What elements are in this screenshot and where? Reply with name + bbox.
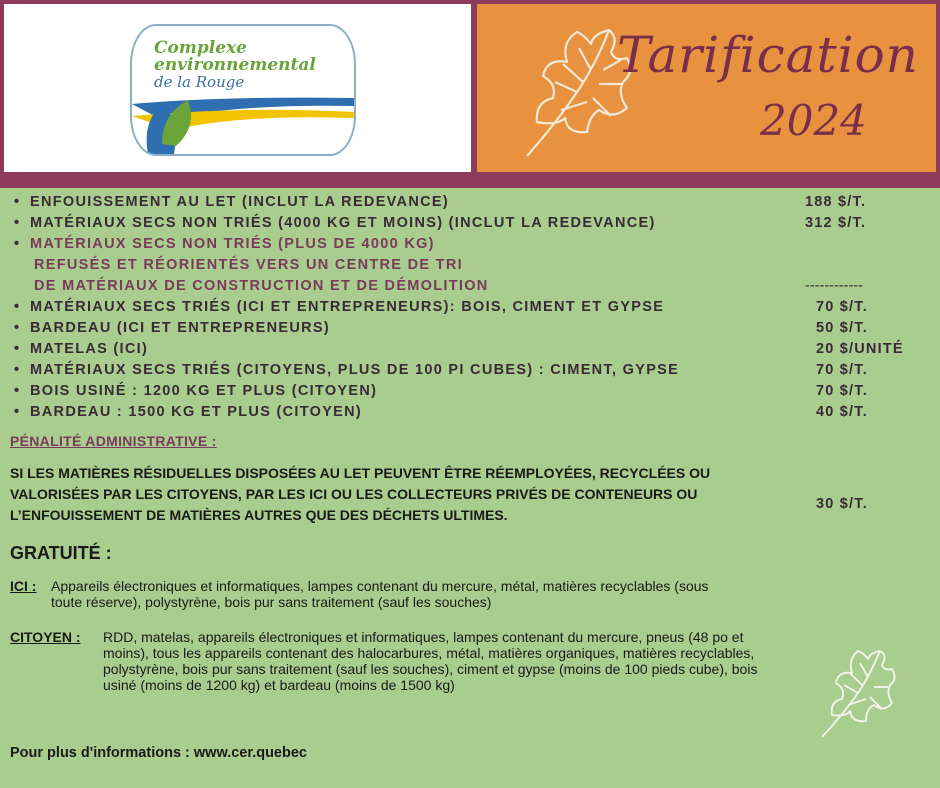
item-continuation-1: REFUSÉS ET RÉORIENTÉS VERS UN CENTRE DE TRI xyxy=(34,257,463,273)
item-label: MATELAS (ICI) xyxy=(30,341,149,357)
bullet-icon: • xyxy=(14,194,21,210)
bullet-icon: • xyxy=(14,383,21,399)
price-value: 70 $/T. xyxy=(816,299,868,315)
price-spacer xyxy=(805,234,935,255)
price-value: 50 $/T. xyxy=(816,320,868,336)
bullet-icon: • xyxy=(14,215,21,231)
penalty-price: 30 $/T. xyxy=(816,496,868,512)
item-label: BARDEAU : 1500 KG ET PLUS (CITOYEN) xyxy=(30,404,363,420)
citizen-text: RDD, matelas, appareils électroniques et informatiques, lampes contenant du mercure, pneus (48 po et moins), tous les appareils contenant des halocarbures, métal, matières organiques, matières recyclables, polystyrène, bois pur sans traitement (sauf les souches), ciment et gypse (moins de 100 pieds cube), bois usiné (moins de 1200 kg) et bardeau (moins de 1500 kg) xyxy=(103,629,758,693)
item-label: ENFOUISSEMENT AU LET (INCLUT LA REDEVANCE) xyxy=(30,194,449,210)
price-column xyxy=(805,192,935,423)
title-line-2: 2024 xyxy=(760,96,867,145)
price-value: 40 $/T. xyxy=(816,404,868,420)
bullet-icon: • xyxy=(14,299,21,315)
item-label: MATÉRIAUX SECS TRIÉS (ICI ET ENTREPRENEURS): BOIS, CIMENT ET GYPSE xyxy=(30,299,665,315)
bullet-icon: • xyxy=(14,341,21,357)
logo-line-2: environnemental xyxy=(154,55,316,75)
list-item xyxy=(14,339,814,360)
divider-band xyxy=(0,178,940,188)
logo-line-1: Complexe xyxy=(154,38,247,58)
item-label: MATÉRIAUX SECS NON TRIÉS (PLUS DE 4000 KG) xyxy=(30,236,435,252)
price-value: 188 $/T. xyxy=(805,194,867,210)
price-value: 20 $/UNITÉ xyxy=(816,341,904,357)
penalty-title: PÉNALITÉ ADMINISTRATIVE : xyxy=(10,433,217,449)
bullet-icon: • xyxy=(14,236,21,252)
bullet-icon: • xyxy=(14,320,21,336)
list-item xyxy=(14,402,814,423)
list-item xyxy=(14,234,814,297)
list-item xyxy=(14,213,814,234)
ici-label: ICI : xyxy=(10,578,37,594)
list-item xyxy=(14,381,814,402)
logo-text xyxy=(154,40,316,91)
item-label: MATÉRIAUX SECS NON TRIÉS (4000 KG ET MOINS) (INCLUT LA REDEVANCE) xyxy=(30,215,656,231)
logo-panel xyxy=(4,4,471,172)
free-section-title: GRATUITÉ : xyxy=(10,543,112,563)
item-continuation-2: DE MATÉRIAUX DE CONSTRUCTION ET DE DÉMOLITION xyxy=(34,278,489,294)
price-spacer xyxy=(805,255,935,276)
price-value: 70 $/T. xyxy=(816,362,868,378)
item-label: BARDEAU (ICI ET ENTREPRENEURS) xyxy=(30,320,331,336)
penalty-description: SI LES MATIÈRES RÉSIDUELLES DISPOSÉES AU LET PEUVENT ÊTRE RÉEMPLOYÉES, RECYCLÉES OU VALORISÉES PAR LES CITOYENS, PAR LES ICI OU LES COLLECTEURS PRIVÉS DE CONTENEURS OU L’ENFOUISSEMENT DE MATIÈRES AUTRES QUE DES DÉCHETS ULTIMES. xyxy=(10,465,711,523)
price-value: ------------ xyxy=(805,278,863,294)
price-value: 70 $/T. xyxy=(816,383,868,399)
item-label: BOIS USINÉ : 1200 KG ET PLUS (CITOYEN) xyxy=(30,383,378,399)
item-label: MATÉRIAUX SECS TRIÉS (CITOYENS, PLUS DE 100 PI CUBES) : CIMENT, GYPSE xyxy=(30,362,680,378)
header-frame xyxy=(0,0,940,178)
logo-line-3: de la Rouge xyxy=(154,73,245,91)
oak-leaf-icon xyxy=(818,645,898,741)
list-item xyxy=(14,192,814,213)
footer-info: Pour plus d'informations : www.cer.quebec xyxy=(10,745,307,761)
title-panel xyxy=(477,4,936,172)
citizen-label: CITOYEN : xyxy=(10,629,81,645)
title-line-1: Tarification xyxy=(617,26,919,84)
ici-text: Appareils électroniques et informatiques, lampes contenant du mercure, métal, matières recyclables (sous toute réserve), polystyrène, bois pur sans traitement (sauf les souches) xyxy=(51,578,709,610)
organization-logo xyxy=(130,24,356,156)
list-item xyxy=(14,297,814,318)
list-item xyxy=(14,318,814,339)
price-value: 312 $/T. xyxy=(805,215,867,231)
bullet-icon: • xyxy=(14,362,21,378)
list-item xyxy=(14,360,814,381)
pricing-list xyxy=(14,192,814,423)
bullet-icon: • xyxy=(14,404,21,420)
